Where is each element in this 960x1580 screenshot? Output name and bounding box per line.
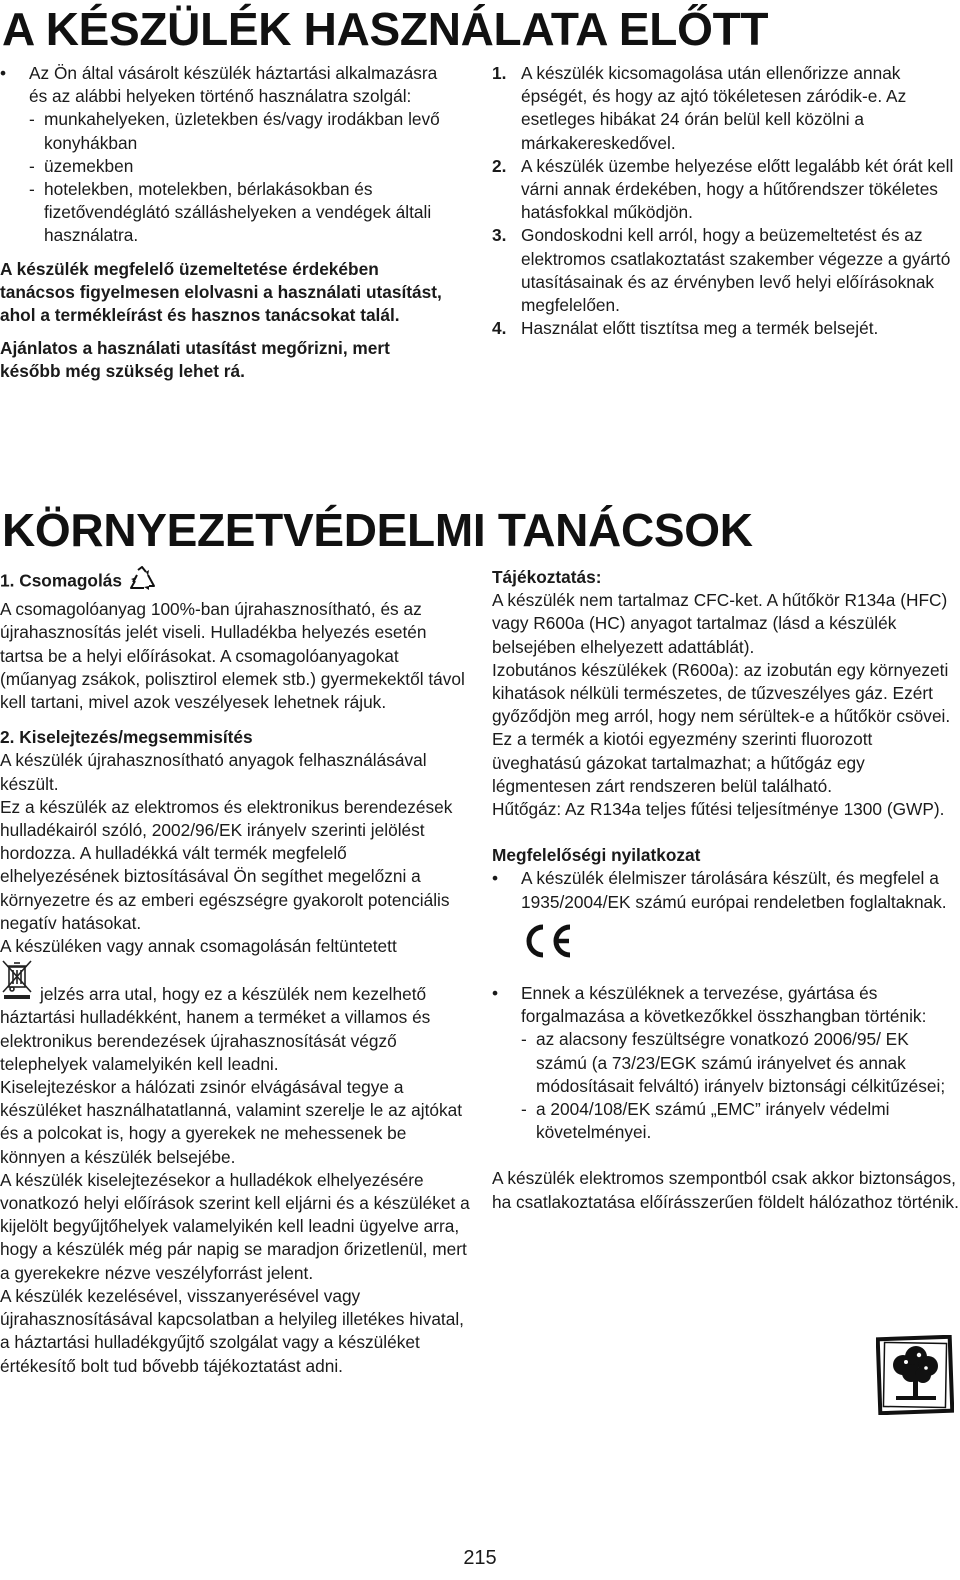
disposal-text: A készülék kiselejtezésekor a hulladékok elhelyezésére vonatkozó helyi előírások szerint kell eljárni és a készüléket a kijelölt begyűjtőhelyek valamelyikén kell leadni ügyelve arra, hogy a készülék még pár napig se maradjon őrizetlenül, mert a gyerekekre nézve veszélyforrást jelent.	[0, 1169, 470, 1283]
step-number: 2.	[492, 155, 507, 176]
conformity-text: Ennek a készüléknek a tervezése, gyártása és forgalmazása a következőkkel összhangban történik:	[521, 983, 927, 1027]
step-item	[492, 224, 960, 317]
directive-item: - a 2004/108/EK számú „EMC” irányelv védelmi követelményei.	[521, 1098, 960, 1144]
step-number: 4.	[492, 318, 507, 339]
wheelie-bin-crossed-icon	[0, 958, 34, 1006]
disposal-text: Ez a készülék az elektromos és elektronikus berendezések hulladékairól szóló, 2002/96/EK irányelv szerinti jelölést hordozza. A hulladékká vált termék megfelelő elhelyezésének biztosításával Ön segíthet megelőzni a környezetre és az emberi egészségre gyakorolt potenciális negatív hatásokat.	[0, 796, 453, 933]
step-text: Gondoskodni kell arról, hogy a beüzemeltetést és az elektromos csatlakoztatást szakember végezze a gyártó utasításainak és az érvényben levő helyi előírásoknak megfelelően.	[521, 225, 951, 316]
environment-left-column	[0, 566, 470, 1378]
usage-subitem: - hotelekben, motelekben, bérlakásokban és fizetővendéglátó szálláshelyeken a vendégek általi használatra.	[29, 178, 455, 248]
step-text: A készülék üzembe helyezése előtt legalább két órát kell várni annak érdekében, hogy a hűtőrendszer tökéletes hatásfokkal működjön.	[521, 155, 954, 223]
usage-intro-text: Az Ön által vásárolt készülék háztartási alkalmazásra és az alábbi helyeken történő használatra szolgál:	[29, 63, 438, 107]
step-item	[492, 317, 960, 340]
before-use-right-column	[492, 62, 960, 340]
ce-mark-icon	[521, 922, 960, 966]
packaging-text: A csomagolóanyag 100%-ban újrahasznosítható, és az újrahasznosítás jelét viseli. Hulladékba helyezés esetén tartsa be a helyi előírásokat. A csomagolóanyagokat (műanyag zsákok, polisztirol elemek stb.) gyermekektől távol kell tartani, mivel azok veszélyesek lehetnek rájuk.	[0, 599, 465, 713]
packaging-heading: 1. Csomagolás	[0, 570, 122, 591]
recycle-icon	[127, 566, 157, 598]
step-number: 1.	[492, 63, 507, 83]
electrical-safety-note: A készülék elektromos szempontból csak akkor biztonságos, ha csatlakoztatása előírásszerűen földelt hálózathoz történik.	[492, 1168, 959, 1212]
page-number: 215	[463, 1547, 497, 1569]
step-text: A készülék kicsomagolása után ellenőrizze annak épségét, és hogy az ajtó tökéletesen záródik-e. Az esetleges hibákat 24 órán belül kell közölni a márkakereskedővel.	[521, 63, 907, 153]
usage-bullet	[0, 62, 455, 248]
usage-subitem: - munkahelyeken, üzletekben és/vagy irodákban levő konyhákban	[29, 108, 455, 154]
section-title-environment: KÖRNYEZETVÉDELMI TANÁCSOK	[2, 504, 753, 556]
conformity-list	[492, 867, 960, 1144]
weee-paragraph	[0, 958, 470, 1076]
environment-right-column	[492, 566, 960, 1214]
disposal-text: A készülék kezelésével, visszanyerésével vagy újrahasznosításával kapcsolatban a helyileg illetékes hivatal, a háztartási hulladékgyűjtő szolgálat vagy a készüléket értékesítő bolt tud bővebb tájékoztatást adni.	[0, 1285, 464, 1376]
step-item	[492, 155, 960, 225]
info-heading: Tájékoztatás:	[492, 567, 602, 587]
weee-text: jelzés arra utal, hogy ez a készülék nem kezelhető háztartási hulladékként, hanem a terméket a villamos és elektronikus berendezések újrahasznosítását végző telephelyek valamelyikén kell leadni.	[0, 984, 431, 1074]
before-use-left-column	[0, 62, 455, 384]
disposal-text: Kiselejtezéskor a hálózati zsinór elvágásával tegye a készüléket használhatatlanná, valamint szerelje le az ajtókat és a polcokat is, hogy a gyerekek ne mehessenek be könnyen a készülék belsejébe.	[0, 1077, 463, 1167]
conformity-text: A készülék élelmiszer tárolására készült, és megfelel a 1935/2004/EK számú európai rendeletben foglaltaknak.	[521, 868, 947, 912]
disposal-text: A készüléken vagy annak csomagolásán feltüntetett	[0, 936, 397, 957]
section-title-before-use: A KÉSZÜLÉK HASZNÁLATA ELŐTT	[2, 3, 769, 55]
disposal-heading: 2. Kiselejtezés/megsemmisítés	[0, 727, 253, 748]
info-text: Ez a termék a kiotói egyezmény szerinti fluorozott üveghatású gázokat tartalmazhat; a hűtőgáz egy légmentesen zárt rendszeren belül található.	[492, 729, 873, 796]
step-number: 3.	[492, 225, 507, 246]
before-use-steps	[492, 62, 960, 340]
info-text: Izobutános készülékek (R600a): az izobután egy környezeti kihatások nélküli természetes, de tűzveszélyes gáz. Ezért győződjön meg arról, hogy nem sérültek-e a hűtőkör csövei.	[492, 659, 951, 727]
disposal-text: A készülék újrahasznosítható anyagok felhasználásával készült.	[0, 750, 427, 794]
step-text: Használat előtt tisztítsa meg a termék belsejét.	[521, 318, 879, 339]
conformity-item	[492, 867, 960, 966]
conformity-heading: Megfelelőségi nyilatkozat	[492, 845, 701, 866]
read-manual-note: A készülék megfelelő üzemeltetése érdekében tanácsos figyelmesen elolvasni a használati utasítást, ahol a termékleírást és hasznos tanácsokat talál.	[0, 258, 442, 326]
packaging-heading-row	[0, 566, 470, 598]
keep-manual-note: Ajánlatos a használati utasítást megőrizni, mert később még szükség lehet rá.	[0, 338, 390, 382]
step-item	[492, 62, 960, 155]
conformity-item	[492, 982, 960, 1144]
info-text: Hűtőgáz: Az R134a teljes fűtési teljesítménye 1300 (GWP).	[492, 799, 945, 820]
directive-item: - az alacsony feszültségre vonatkozó 2006/95/ EK számú (a 73/23/EGK számú irányelvet és annak módosításait felváltó) irányelv biztonsági célkitűzései;	[521, 1028, 960, 1098]
usage-bullet-list	[0, 62, 455, 248]
info-text: A készülék nem tartalmaz CFC-ket. A hűtőkör R134a (HFC) vagy R600a (HC) anyagot tartalmaz (lásd a készülék belsejében elhelyezett adattáblát).	[492, 590, 948, 657]
tree-stamp-icon	[876, 1335, 954, 1420]
usage-subitem: - üzemekben	[29, 155, 455, 178]
